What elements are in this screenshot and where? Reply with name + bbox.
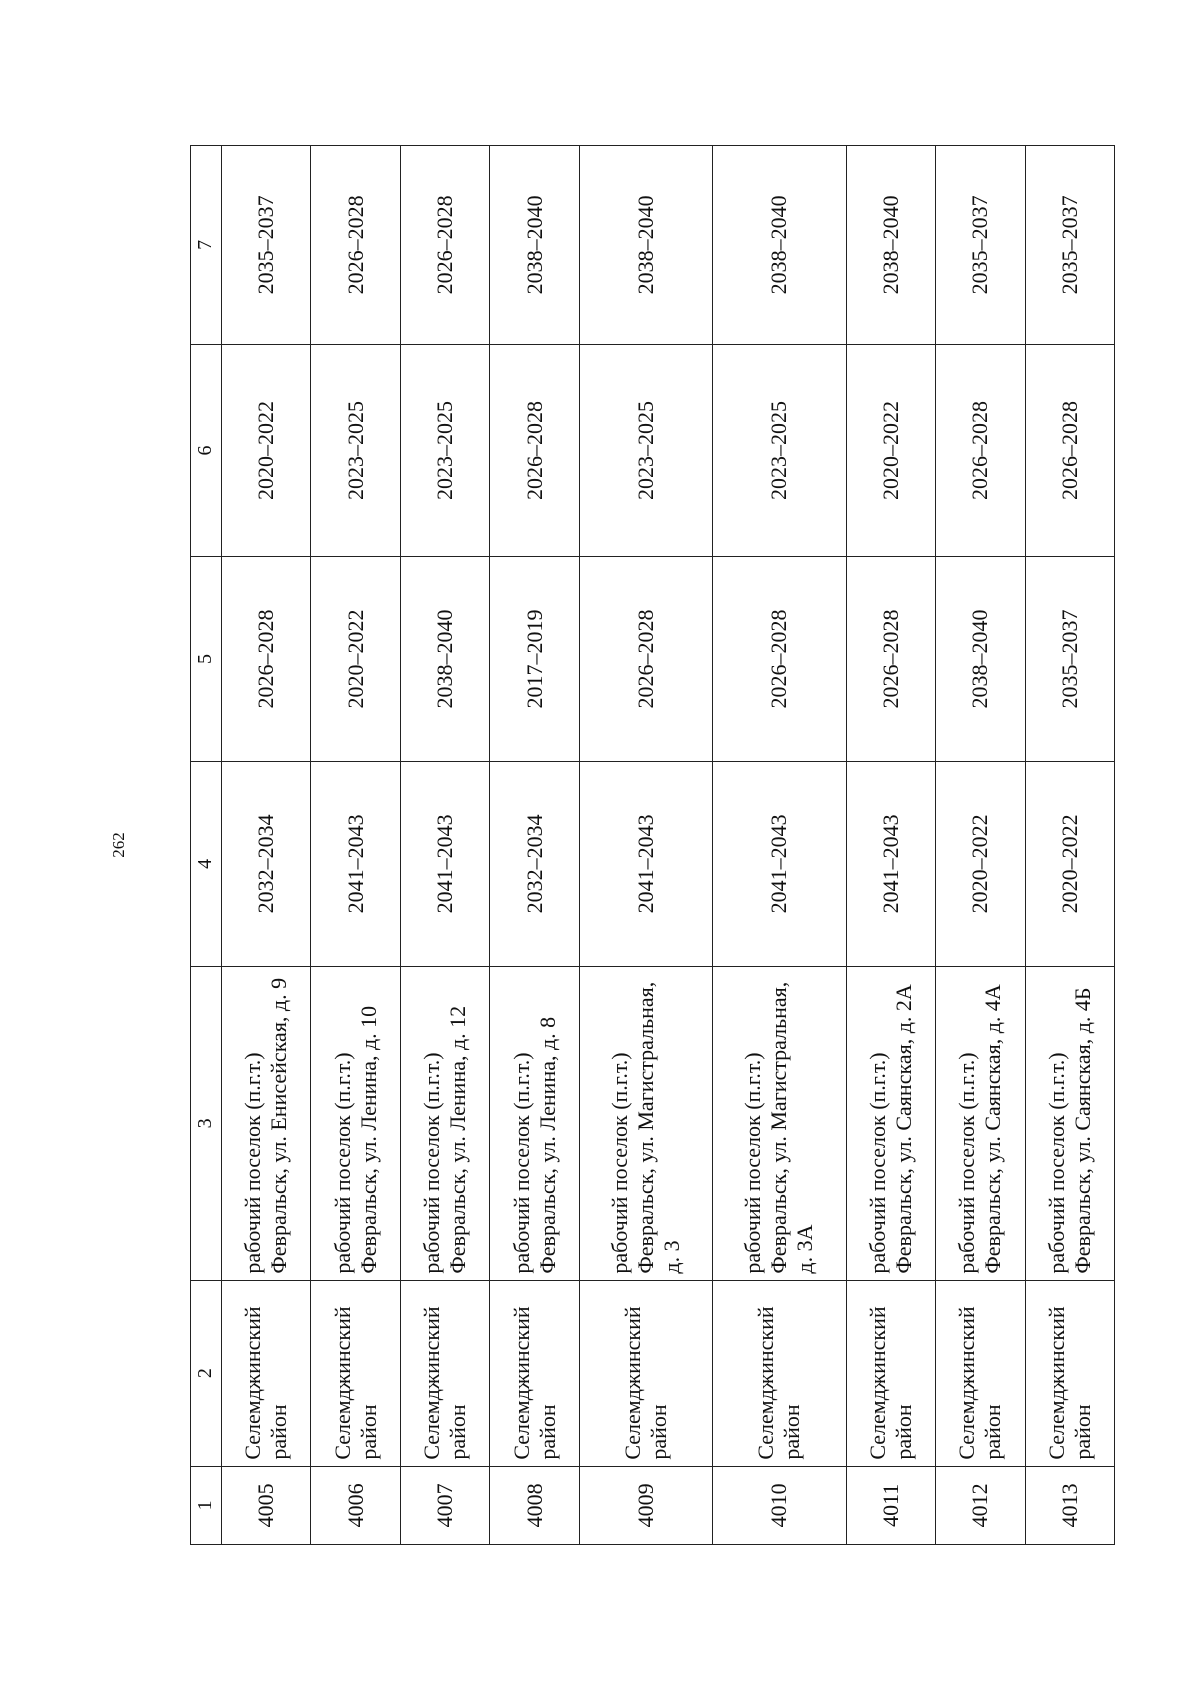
period-col4-cell: 2032–2034 <box>490 761 579 967</box>
district-cell: Селемджинский район <box>222 1280 311 1466</box>
period-col4-cell: 2041–2043 <box>713 761 846 967</box>
table-row <box>222 146 311 1545</box>
record-number-cell: 4013 <box>1025 1466 1115 1544</box>
address-cell: рабочий поселок (п.г.т.) Февральск, ул. Магистральная, д. 3А <box>713 967 846 1280</box>
address-cell: рабочий поселок (п.г.т.) Февральск, ул. Магистральная, д. 3 <box>579 967 712 1280</box>
table-row <box>490 146 579 1545</box>
period-col7-cell: 2035–2037 <box>1025 146 1115 345</box>
district-cell: Селемджинский район <box>936 1280 1025 1466</box>
record-number-cell: 4005 <box>222 1466 311 1544</box>
district-cell: Селемджинский район <box>490 1280 579 1466</box>
table-row <box>400 146 489 1545</box>
period-col4-cell: 2041–2043 <box>579 761 712 967</box>
table-row <box>579 146 712 1545</box>
district-cell: Селемджинский район <box>400 1280 489 1466</box>
district-cell: Селемджинский район <box>579 1280 712 1466</box>
table-row <box>713 146 846 1545</box>
period-col5-cell: 2026–2028 <box>579 557 712 761</box>
period-col7-cell: 2026–2028 <box>311 146 400 345</box>
record-number-cell: 4007 <box>400 1466 489 1544</box>
period-col7-cell: 2038–2040 <box>490 146 579 345</box>
table-body <box>191 146 1115 1545</box>
rotated-table-container <box>190 145 1115 1545</box>
period-col5-cell: 2017–2019 <box>490 557 579 761</box>
period-col7-cell: 2038–2040 <box>579 146 712 345</box>
period-col5-cell: 2026–2028 <box>846 557 935 761</box>
record-number-cell: 4009 <box>579 1466 712 1544</box>
record-number-cell: 4012 <box>936 1466 1025 1544</box>
period-col7-cell: 2038–2040 <box>846 146 935 345</box>
address-cell: рабочий поселок (п.г.т.) Февральск, ул. Саянская, д. 2А <box>846 967 935 1280</box>
period-col4-cell: 2020–2022 <box>936 761 1025 967</box>
period-col5-cell: 2035–2037 <box>1025 557 1115 761</box>
district-cell: Селемджинский район <box>713 1280 846 1466</box>
period-col6-cell: 2026–2028 <box>490 344 579 557</box>
period-col6-cell: 2026–2028 <box>936 344 1025 557</box>
period-col4-cell: 2041–2043 <box>311 761 400 967</box>
header-cell: 3 <box>191 967 222 1280</box>
header-row <box>191 146 222 1545</box>
page-number: 262 <box>108 832 128 858</box>
table-row <box>846 146 935 1545</box>
address-cell: рабочий поселок (п.г.т.) Февральск, ул. Ленина, д. 10 <box>311 967 400 1280</box>
period-col7-cell: 2026–2028 <box>400 146 489 345</box>
record-number-cell: 4011 <box>846 1466 935 1544</box>
period-col6-cell: 2020–2022 <box>846 344 935 557</box>
district-cell: Селемджинский район <box>846 1280 935 1466</box>
period-col4-cell: 2032–2034 <box>222 761 311 967</box>
header-cell: 2 <box>191 1280 222 1466</box>
address-cell: рабочий поселок (п.г.т.) Февральск, ул. Саянская, д. 4Б <box>1025 967 1115 1280</box>
period-col4-cell: 2041–2043 <box>400 761 489 967</box>
period-col6-cell: 2023–2025 <box>579 344 712 557</box>
address-cell: рабочий поселок (п.г.т.) Февральск, ул. Саянская, д. 4А <box>936 967 1025 1280</box>
address-cell: рабочий поселок (п.г.т.) Февральск, ул. Ленина, д. 8 <box>490 967 579 1280</box>
period-col6-cell: 2020–2022 <box>222 344 311 557</box>
table-row <box>936 146 1025 1545</box>
period-col6-cell: 2023–2025 <box>311 344 400 557</box>
period-col5-cell: 2020–2022 <box>311 557 400 761</box>
period-col5-cell: 2038–2040 <box>400 557 489 761</box>
period-col5-cell: 2026–2028 <box>222 557 311 761</box>
period-col6-cell: 2026–2028 <box>1025 344 1115 557</box>
record-number-cell: 4006 <box>311 1466 400 1544</box>
district-cell: Селемджинский район <box>311 1280 400 1466</box>
period-col7-cell: 2038–2040 <box>713 146 846 345</box>
period-col6-cell: 2023–2025 <box>713 344 846 557</box>
header-cell: 1 <box>191 1466 222 1544</box>
period-col4-cell: 2020–2022 <box>1025 761 1115 967</box>
period-col5-cell: 2026–2028 <box>713 557 846 761</box>
header-cell: 5 <box>191 557 222 761</box>
period-col7-cell: 2035–2037 <box>936 146 1025 345</box>
record-number-cell: 4008 <box>490 1466 579 1544</box>
schedule-table <box>190 145 1115 1545</box>
period-col4-cell: 2041–2043 <box>846 761 935 967</box>
period-col7-cell: 2035–2037 <box>222 146 311 345</box>
table-row <box>1025 146 1115 1545</box>
header-cell: 7 <box>191 146 222 345</box>
header-cell: 6 <box>191 344 222 557</box>
district-cell: Селемджинский район <box>1025 1280 1115 1466</box>
header-cell: 4 <box>191 761 222 967</box>
table-row <box>311 146 400 1545</box>
address-cell: рабочий поселок (п.г.т.) Февральск, ул. Енисейская, д. 9 <box>222 967 311 1280</box>
address-cell: рабочий поселок (п.г.т.) Февральск, ул. Ленина, д. 12 <box>400 967 489 1280</box>
period-col5-cell: 2038–2040 <box>936 557 1025 761</box>
period-col6-cell: 2023–2025 <box>400 344 489 557</box>
record-number-cell: 4010 <box>713 1466 846 1544</box>
